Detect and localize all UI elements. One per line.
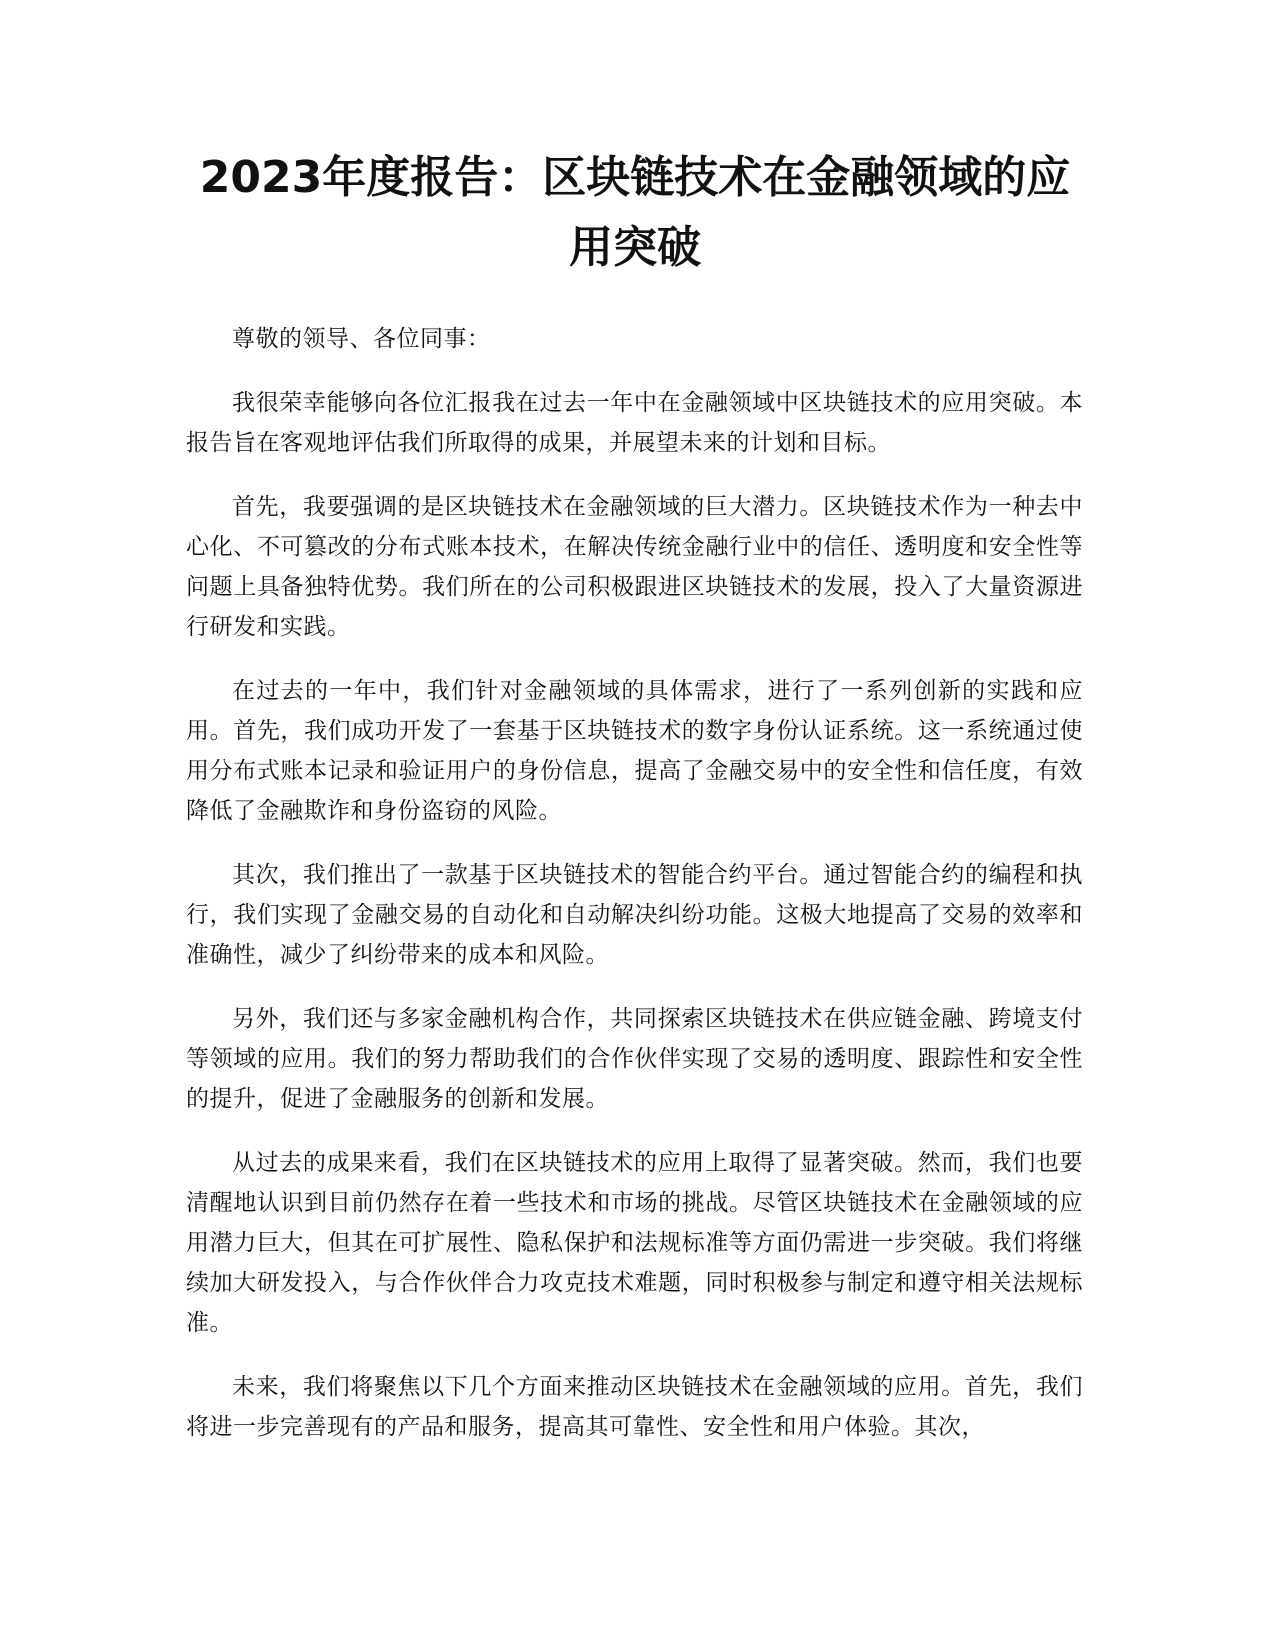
document-title: 2023年度报告：区块链技术在金融领域的应用突破: [199, 152, 1071, 273]
paragraph-3: 在过去的一年中，我们针对金融领域的具体需求，进行了一系列创新的实践和应用。首先，我们成功开发了一套基于区块链技术的数字身份认证系统。这一系统通过使用分布式账本记录和验证用户的身份信息，提高了金融交易中的安全性和信任度，有效降低了金融欺诈和身份盗窃的风险。: [186, 678, 1083, 824]
paragraph-2: 首先，我要强调的是区块链技术在金融领域的巨大潜力。区块链技术作为一种去中心化、不可篡改的分布式账本技术，在解决传统金融行业中的信任、透明度和安全性等问题上具备独特优势。我们所在的公司积极跟进区块链技术的发展，投入了大量资源进行研发和实践。: [186, 494, 1083, 640]
paragraph-7: 未来，我们将聚焦以下几个方面来推动区块链技术在金融领域的应用。首先，我们将进一步完善现有的产品和服务，提高其可靠性、安全性和用户体验。其次，: [186, 1374, 1083, 1440]
paragraph-6: 从过去的成果来看，我们在区块链技术的应用上取得了显著突破。然而，我们也要清醒地认识到目前仍然存在着一些技术和市场的挑战。尽管区块链技术在金融领域的应用潜力巨大，但其在可扩展性、隐私保护和法规标准等方面仍需进一步突破。我们将继续加大研发投入，与合作伙伴合力攻克技术难题，同时积极参与制定和遵守相关法规标准。: [186, 1150, 1083, 1336]
document-body: [186, 319, 1083, 1471]
paragraph-4: 其次，我们推出了一款基于区块链技术的智能合约平台。通过智能合约的编程和执行，我们实现了金融交易的自动化和自动解决纠纷功能。这极大地提高了交易的效率和准确性，减少了纠纷带来的成本和风险。: [186, 862, 1083, 968]
paragraph-5: 另外，我们还与多家金融机构合作，共同探索区块链技术在供应链金融、跨境支付等领域的应用。我们的努力帮助我们的合作伙伴实现了交易的透明度、跟踪性和安全性的提升，促进了金融服务的创新和发展。: [186, 1006, 1083, 1112]
paragraph-1: 我很荣幸能够向各位汇报我在过去一年中在金融领域中区块链技术的应用突破。本报告旨在客观地评估我们所取得的成果，并展望未来的计划和目标。: [186, 390, 1083, 456]
greeting: 尊敬的领导、各位同事：: [232, 326, 491, 352]
